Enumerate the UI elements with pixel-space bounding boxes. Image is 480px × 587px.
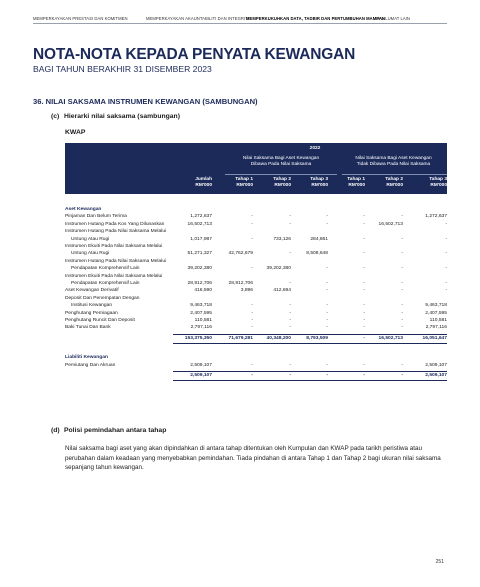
table-cell: 51,271,327 xyxy=(187,251,212,257)
row-label: Pendapatan Komprehensif Lain xyxy=(71,266,140,272)
column-header xyxy=(363,177,403,190)
table-cell: 733,126 xyxy=(273,236,291,242)
table-cell: - xyxy=(401,318,403,323)
table-cell: 16,502,713 xyxy=(378,335,403,341)
table-row xyxy=(65,207,447,214)
page-number: 251 xyxy=(435,559,444,565)
table-cell: 2,509,107 xyxy=(425,373,447,378)
table-row xyxy=(65,373,447,380)
subsection-d-label: (d) xyxy=(51,427,60,434)
subsection-d-text: Polisi pemindahan antara tahap xyxy=(64,427,167,434)
table-row xyxy=(65,251,447,258)
row-label: Aset Kewangan Derivatif xyxy=(65,288,119,294)
table-cell: - xyxy=(363,281,365,286)
nav-item-akauntabiliti[interactable]: MEMPERKAYAKAN AKAUNTABILITI DAN INTEGRITI xyxy=(146,16,250,21)
table-cell: 153,375,350 xyxy=(184,335,212,341)
row-label: Instrumen Ekuiti Pada Nilai Saksama Melalui xyxy=(65,273,163,279)
table-cell: - xyxy=(326,325,328,331)
table-row xyxy=(65,214,447,221)
table-cell: 39,202,380 xyxy=(187,266,212,272)
table-row xyxy=(65,318,447,325)
column-name: Tahap 2 xyxy=(385,177,403,182)
column-unit: RM'000 xyxy=(348,183,365,189)
table-cell: 16,502,713 xyxy=(378,221,403,227)
table-cell: - xyxy=(363,288,365,294)
table-cell: - xyxy=(363,221,365,227)
column-unit: RM'000 xyxy=(195,183,212,189)
table-cell: - xyxy=(445,266,447,272)
table-cell: - xyxy=(251,362,253,368)
table-cell: 9,463,718 xyxy=(425,303,447,309)
table-cell: 1,272,637 xyxy=(190,214,212,220)
nav-item-prestasi[interactable]: MEMPERKAYAKAN PRESTASI DAN KOMITMEN xyxy=(33,16,128,21)
table-cell: 71,679,281 xyxy=(228,335,253,341)
row-label: Instrumen Hutang Pada Nilai Saksama Melalui xyxy=(65,229,167,235)
table-cell: 8,508,648 xyxy=(306,251,328,257)
policy-paragraph: Nilai saksama bagi aset yang akan dipindahkan di antara tahap ditentukan oleh Kumpulan dan KWAP pada tarikh peristiwa atau perubahan dalam keadaan yang menyebabkan pemindahan. Tiada pindahan di antara Tahap 1 dan Tahap 2 bagi ukuran nilai saksama sepanjang tahun kewangan. xyxy=(65,445,441,472)
table-cell: - xyxy=(251,236,253,242)
column-name: Jumlah xyxy=(195,177,212,182)
table-cell: - xyxy=(326,214,328,220)
row-label: Penghutang Runcit Dan Deposit xyxy=(65,318,135,323)
table-row xyxy=(65,229,447,236)
section-heading: 36. NILAI SAKSAMA INSTRUMEN KEWANGAN (SAMBUNGAN) xyxy=(33,97,258,106)
table-cell: - xyxy=(251,266,253,272)
column-unit: RM'000 xyxy=(274,183,291,189)
header-group-not-carried xyxy=(340,156,447,168)
header-divider-1 xyxy=(225,174,337,175)
row-label: Aset Kewangan xyxy=(65,207,102,212)
table-cell: 39,202,380 xyxy=(266,266,291,272)
table-header xyxy=(65,143,447,194)
table-cell: - xyxy=(289,281,291,286)
table-cell: 28,912,706 xyxy=(187,281,212,286)
column-name: Tahap 1 xyxy=(235,177,253,182)
table-cell: - xyxy=(363,373,365,378)
header-group-not-carried-line1: Nilai Saksama Bagi Aset Kewangan xyxy=(355,156,432,161)
table-row xyxy=(65,296,447,303)
row-label: Deposit Dan Penempatan Dengan xyxy=(65,295,140,301)
table-cell: 16,502,713 xyxy=(187,221,212,227)
table-cell: - xyxy=(401,214,403,220)
table-row xyxy=(65,303,447,310)
table-row xyxy=(65,281,447,288)
header-year: 2022 xyxy=(309,146,321,151)
table-row xyxy=(65,244,447,251)
table-cell: - xyxy=(251,303,253,309)
subsection-c-text: Hierarki nilai saksama (sambungan) xyxy=(64,113,180,120)
table-rule xyxy=(173,380,447,381)
nav-item-data-tadbir[interactable]: MEMPERKUKUHKAN DATA, TADBIR DAN PERTUMBUHAN MAMPAN xyxy=(246,12,362,24)
column-header xyxy=(288,177,328,190)
table-cell: - xyxy=(363,266,365,272)
table-cell: - xyxy=(289,325,291,331)
table-cell: 28,912,706 xyxy=(228,281,253,286)
table-rule xyxy=(173,343,447,344)
table-cell: - xyxy=(289,362,291,368)
column-name: Tahap 2 xyxy=(273,177,291,182)
table-cell: - xyxy=(289,303,291,309)
table-rule xyxy=(173,334,447,335)
table-cell: - xyxy=(289,221,291,227)
page-subtitle: BAGI TAHUN BERAKHIR 31 DISEMBER 2023 xyxy=(33,64,212,74)
table-cell: - xyxy=(401,251,403,257)
table-cell: 2,509,107 xyxy=(425,362,447,368)
column-header xyxy=(251,177,291,190)
row-label: Untung Atau Rugi xyxy=(71,236,110,242)
row-label: Untung Atau Rugi xyxy=(71,251,110,257)
table-cell: - xyxy=(289,310,291,316)
table-cell: 416,590 xyxy=(194,288,212,294)
header-group-carried-line1: Nilai Saksama Bagi Aset Kewangan xyxy=(242,156,320,161)
table-cell: - xyxy=(445,221,447,227)
table-rule xyxy=(173,371,447,372)
table-row xyxy=(65,325,447,332)
table-cell: - xyxy=(401,236,403,242)
table-cell: 2,407,595 xyxy=(190,310,212,316)
table-row xyxy=(65,259,447,266)
table-cell: - xyxy=(251,325,253,331)
page-title: NOTA-NOTA KEPADA PENYATA KEWANGAN xyxy=(33,46,356,63)
column-unit: RM'000 xyxy=(311,183,328,189)
table-cell: - xyxy=(401,303,403,309)
table-cell: 284,861 xyxy=(310,236,328,242)
entity-label: KWAP xyxy=(65,129,86,136)
nav-item-maklumat-lain[interactable]: MAKLUMAT LAIN xyxy=(376,16,411,21)
table-cell: - xyxy=(326,362,328,368)
row-label: Penghutang Perniagaan xyxy=(65,310,118,316)
table-cell: 40,348,200 xyxy=(266,335,291,341)
table-cell: - xyxy=(251,310,253,316)
table-cell: 9,463,718 xyxy=(190,303,212,309)
table-cell: 16,051,647 xyxy=(422,335,447,341)
column-unit: RM'000 xyxy=(430,183,447,189)
table-cell: - xyxy=(251,318,253,323)
table-row xyxy=(65,288,447,295)
row-label: Instrumen Ekuiti Pada Nilai Saksama Melalui xyxy=(65,244,163,249)
row-label: Instrumen Hutang Pada Nilai Saksama Melalui xyxy=(65,258,167,264)
row-label: Liabiliti Kewangan xyxy=(65,355,108,361)
table-cell: 2,509,107 xyxy=(190,362,212,368)
header-divider-2 xyxy=(342,174,447,175)
row-label: Pinjaman Dan Belum Terima xyxy=(65,214,127,220)
table-cell: 8,793,509 xyxy=(306,335,328,341)
table-cell: - xyxy=(363,214,365,220)
table-cell: - xyxy=(401,288,403,294)
table-cell: - xyxy=(445,236,447,242)
table-cell: - xyxy=(326,310,328,316)
table-row xyxy=(65,355,447,362)
table-row xyxy=(65,222,447,229)
row-label: Instrumen Hutang Pada Kos Yang Dilunaskan xyxy=(65,221,165,227)
table-cell: - xyxy=(401,362,403,368)
table-cell: - xyxy=(289,214,291,220)
table-cell: - xyxy=(326,318,328,323)
table-row xyxy=(65,237,447,244)
table-cell: 412,694 xyxy=(273,288,291,294)
table-cell: - xyxy=(445,288,447,294)
column-header xyxy=(325,177,365,190)
table-row xyxy=(65,266,447,273)
table-cell: - xyxy=(401,266,403,272)
subsection-c-heading xyxy=(51,113,180,120)
table-cell: - xyxy=(251,214,253,220)
table-cell: 1,017,987 xyxy=(190,236,212,242)
subsection-d-heading xyxy=(51,427,166,434)
table-cell: - xyxy=(251,221,253,227)
table-cell: - xyxy=(326,281,328,286)
table-cell: - xyxy=(363,310,365,316)
table-cell: - xyxy=(326,373,328,378)
table-row xyxy=(65,311,447,318)
table-row xyxy=(65,336,447,343)
table-cell: 1,272,637 xyxy=(425,214,447,220)
table-cell: - xyxy=(401,325,403,331)
table-cell: - xyxy=(363,251,365,257)
table-cell: - xyxy=(326,221,328,227)
column-header xyxy=(407,177,447,190)
column-unit: RM'000 xyxy=(386,183,403,189)
row-label: Institusi Kewangan xyxy=(71,303,113,309)
header-group-carried xyxy=(225,156,337,168)
subsection-c-label: (c) xyxy=(51,113,60,120)
column-name: Tahap 3 xyxy=(310,177,328,182)
table-cell: 2,797,116 xyxy=(190,325,212,331)
column-unit: RM'000 xyxy=(236,183,253,189)
table-cell: - xyxy=(326,266,328,272)
table-cell: 2,407,595 xyxy=(425,310,447,316)
table-cell: - xyxy=(289,318,291,323)
table-cell: - xyxy=(401,281,403,286)
row-label: Pendapatan Komprehensif Lain xyxy=(71,281,140,286)
header-group-carried-line2: Dibawa Pada Nilai Saksama xyxy=(250,162,312,168)
table-cell: - xyxy=(363,325,365,331)
table-cell: - xyxy=(363,303,365,309)
table-cell: - xyxy=(326,303,328,309)
table-cell: - xyxy=(401,310,403,316)
table-cell: - xyxy=(363,318,365,323)
column-name: Tahap 1 xyxy=(347,177,365,182)
table-cell: - xyxy=(401,373,403,378)
column-name: Tahap 3 xyxy=(429,177,447,182)
row-label: Pemiutang Dan Akruan xyxy=(65,362,116,368)
table-cell: 2,509,107 xyxy=(190,373,212,378)
table-cell: 42,762,679 xyxy=(228,251,253,257)
table-cell: 3,896 xyxy=(240,288,253,294)
nav-divider xyxy=(33,23,447,24)
table-cell: 110,581 xyxy=(429,318,447,323)
column-header xyxy=(172,177,212,190)
table-cell: - xyxy=(363,335,365,341)
table-cell: - xyxy=(445,281,447,286)
table-cell: - xyxy=(445,251,447,257)
table-cell: - xyxy=(363,362,365,368)
table-cell: - xyxy=(289,373,291,378)
table-cell: 110,581 xyxy=(194,318,212,323)
table-cell: - xyxy=(251,373,253,378)
column-header xyxy=(213,177,253,190)
table-cell: - xyxy=(363,236,365,242)
table-row xyxy=(65,274,447,281)
table-cell: - xyxy=(289,251,291,257)
row-label: Baki Tunai Dan Bank xyxy=(65,325,111,331)
table-cell: - xyxy=(326,288,328,294)
table-row xyxy=(65,363,447,370)
table-cell: 2,797,116 xyxy=(425,325,447,331)
header-group-not-carried-line2: Tidak Dibawa Pada Nilai Saksama xyxy=(356,162,431,168)
